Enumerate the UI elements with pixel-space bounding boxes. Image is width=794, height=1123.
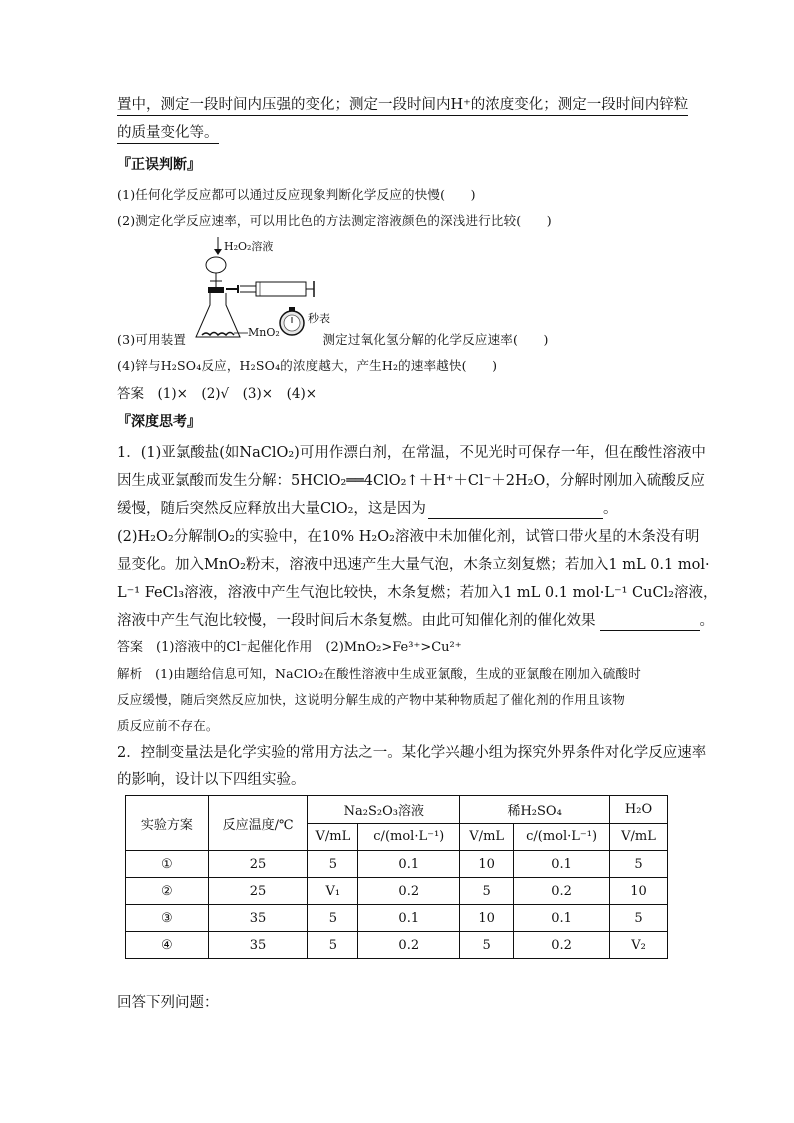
judgement-q3 — [117, 330, 549, 350]
table-row — [126, 905, 668, 932]
table-cell: V₁ — [308, 878, 358, 905]
analysis-line-1: 解析 (1)由题给信息可知，NaClO₂在酸性溶液中生成亚氯酸，生成的亚氯酸在刚加入硫酸时 — [117, 666, 641, 681]
table-cell: ③ — [126, 905, 209, 932]
table-cell: 35 — [208, 932, 308, 959]
deep-q1b-line-4-end: 。 — [699, 613, 714, 629]
table-cell: 5 — [308, 932, 358, 959]
judgement-q1: (1)任何化学反应都可以通过反应现象判断化学反应的快慢( ) — [117, 187, 476, 202]
stopwatch-label: 秒表 — [308, 312, 330, 325]
table-cell: 5 — [610, 851, 668, 878]
table-cell: 10 — [610, 878, 668, 905]
deep-q1b-line-2: 显变化。加入MnO₂粉末，溶液中迅速产生大量气泡，木条立刻复燃；若加入1 mL 0.1 mol· — [117, 557, 710, 573]
deep-q1-line-1: 1．(1)亚氯酸盐(如NaClO₂)可用作漂白剂，在常温，不见光时可保存一年，但在酸性溶液中 — [117, 445, 706, 461]
table-row — [126, 932, 668, 959]
table-row — [126, 878, 668, 905]
table-cell: 25 — [208, 878, 308, 905]
judgement-answer: 答案 (1)× (2)√ (3)× (4)× — [117, 386, 318, 402]
table-cell: 0.1 — [514, 905, 610, 932]
subheader-concentration: c/(mol·L⁻¹) — [358, 823, 460, 851]
judgement-q3-suffix: 测定过氧化氢分解的化学反应速率( ) — [322, 332, 549, 347]
deep-q1-line-3-text: 缓慢，随后突然反应释放出大量ClO₂，这是因为 — [117, 501, 426, 517]
table-cell: 5 — [308, 851, 358, 878]
mno2-label: MnO₂ — [248, 326, 280, 339]
subheader-concentration: c/(mol·L⁻¹) — [514, 823, 610, 851]
table-cell: ④ — [126, 932, 209, 959]
table-cell: V₂ — [610, 932, 668, 959]
table-cell: ① — [126, 851, 209, 878]
judgement-q3-prefix: (3)可用装置 — [117, 332, 187, 347]
deep-q2-line-2: 的影响，设计以下四组实验。 — [117, 772, 306, 788]
header-h2o: H₂O — [610, 796, 668, 824]
judgement-q2: (2)测定化学反应速率，可以用比色的方法测定溶液颜色的深浅进行比较( ) — [117, 213, 552, 228]
deep-q1-line-3 — [117, 499, 617, 519]
table-cell: 0.1 — [358, 905, 460, 932]
deep-q1b-line-4 — [117, 611, 714, 631]
intro-line-1: 置中，测定一段时间内压强的变化；测定一段时间内H⁺的浓度变化；测定一段时间内锌粒 — [117, 95, 688, 116]
judgement-q4: (4)锌与H₂SO₄反应，H₂SO₄的浓度越大，产生H₂的速率越快( ) — [117, 358, 498, 373]
analysis-line-3: 质反应前不存在。 — [117, 718, 219, 733]
table-cell: 0.2 — [514, 878, 610, 905]
h2o2-solution-label: H₂O₂溶液 — [224, 240, 274, 253]
subheader-volume: V/mL — [308, 823, 358, 851]
table-cell: 0.1 — [514, 851, 610, 878]
table-cell: 5 — [460, 878, 514, 905]
subheader-volume: V/mL — [460, 823, 514, 851]
table-row — [126, 851, 668, 878]
deep-q1-line-2: 因生成亚氯酸而发生分解：5HClO₂══4ClO₂↑＋H⁺＋Cl⁻＋2H₂O，分解时刚加入硫酸反应 — [117, 473, 705, 489]
table-cell: 35 — [208, 905, 308, 932]
intro-line-2: 的质量变化等。 — [117, 123, 219, 144]
table-cell: 0.2 — [514, 932, 610, 959]
answer-blank-1[interactable] — [428, 504, 603, 519]
deep-q1-line-3-end: 。 — [602, 501, 618, 517]
deep-q1b-line-1: (2)H₂O₂分解制O₂的实验中，在10% H₂O₂溶液中未加催化剂，试管口带火星的木条没有明 — [117, 529, 700, 545]
deep-q1b-line-4-text: 溶液中产生气泡比较慢，一段时间后木条复燃。由此可知催化剂的催化效果 — [117, 613, 596, 629]
table-cell: 25 — [208, 851, 308, 878]
deep-answer: 答案 (1)溶液中的Cl⁻起催化作用 (2)MnO₂>Fe³⁺>Cu²⁺ — [117, 640, 462, 655]
table-cell: 10 — [460, 905, 514, 932]
header-temperature: 反应温度/℃ — [208, 796, 308, 851]
header-scheme: 实验方案 — [126, 796, 209, 851]
table-cell: 5 — [610, 905, 668, 932]
answer-prompt: 回答下列问题： — [117, 995, 219, 1011]
deep-q1b-line-3: L⁻¹ FeCl₃溶液，溶液中产生气泡比较快，木条复燃；若加入1 mL 0.1 mol·L⁻¹ CuCl₂溶液， — [117, 585, 718, 601]
table-cell: 10 — [460, 851, 514, 878]
experiment-table — [125, 795, 668, 959]
table-cell: 0.2 — [358, 932, 460, 959]
analysis-line-2: 反应缓慢，随后突然反应加快，这说明分解生成的产物中某种物质起了催化剂的作用且该物 — [117, 692, 626, 707]
table-cell: 0.2 — [358, 878, 460, 905]
deep-q2-line-1: 2．控制变量法是化学实验的常用方法之一。某化学兴趣小组为探究外界条件对化学反应速率 — [117, 745, 707, 761]
answer-blank-2[interactable] — [600, 616, 700, 631]
table-header-row — [126, 796, 668, 824]
section-title-judgement: 『正误判断』 — [117, 157, 201, 173]
header-h2so4: 稀H₂SO₄ — [460, 796, 610, 824]
subheader-volume: V/mL — [610, 823, 668, 851]
table-cell: 5 — [308, 905, 358, 932]
table-cell: 0.1 — [358, 851, 460, 878]
header-na2s2o3: Na₂S₂O₃溶液 — [308, 796, 460, 824]
table-cell: ② — [126, 878, 209, 905]
section-title-deep-thinking: 『深度思考』 — [117, 414, 201, 430]
table-cell: 5 — [460, 932, 514, 959]
